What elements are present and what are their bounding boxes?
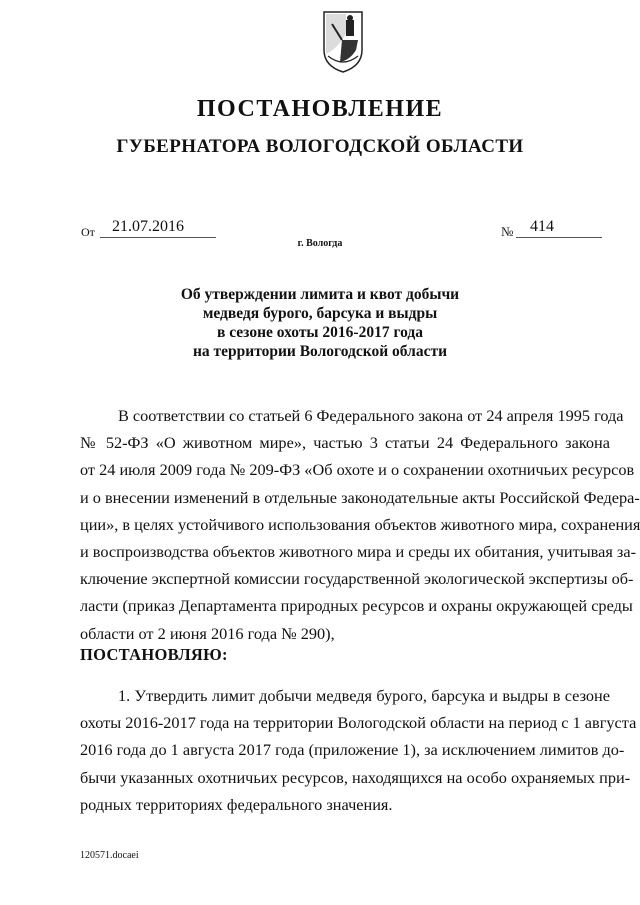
document-number: 414 xyxy=(516,218,602,238)
preamble-line: и о внесении изменений в отдельные законодательные акты Российской Федера- xyxy=(80,487,640,507)
preamble-line: № 52-ФЗ «О животном мире», частью 3 статьи 24 Федерального закона xyxy=(80,433,610,453)
document-subject xyxy=(160,285,480,361)
subject-line: Об утверждении лимита и квот добычи xyxy=(180,286,460,303)
preamble-line: и воспроизводства объектов животного мира и среды их обитания, учитывая за- xyxy=(80,542,636,562)
subject-line: на территории Вологодской области xyxy=(192,343,447,360)
preamble-line: от 24 июля 2009 года № 209-ФЗ «Об охоте и о сохранении охотничьих ресурсов xyxy=(80,460,635,480)
preamble-line: области от 2 июня 2016 года № 290), xyxy=(80,623,335,643)
document-file-code: 120571.docaei xyxy=(80,850,139,861)
preamble-line: ласти (приказ Департамента природных ресурсов и охраны окружающей среды xyxy=(80,596,633,616)
item-line: охоты 2016-2017 года на территории Вологодской области на период с 1 августа xyxy=(80,713,637,733)
item-1-paragraph xyxy=(80,682,637,818)
item-line: бычи указанных охотничьих ресурсов, находящихся на особо охраняемых при- xyxy=(80,767,631,787)
subject-line: в сезоне охоты 2016-2017 года xyxy=(216,324,423,341)
coat-of-arms-icon xyxy=(322,10,364,74)
document-title: ПОСТАНОВЛЕНИЕ xyxy=(196,96,444,122)
item-line: родных территориях федерального значения. xyxy=(80,794,393,814)
date-label: От xyxy=(81,225,95,239)
preamble-line: ции», в целях устойчивого использования объектов животного мира, сохранения xyxy=(80,514,640,534)
preamble-line: ключение экспертной комиссии государственной экологической экспертизы об- xyxy=(80,569,634,589)
preamble-line: В соответствии со статьей 6 Федерального закона от 24 апреля 1995 года xyxy=(118,406,624,425)
item-line: 1. Утвердить лимит добычи медведя бурого, барсука и выдры в сезоне xyxy=(118,686,610,705)
item-line: 2016 года до 1 августа 2017 года (приложение 1), за исключением лимитов до- xyxy=(80,740,625,760)
city: г. Вологда xyxy=(297,238,343,249)
subject-line: медведя бурого, барсука и выдры xyxy=(202,305,438,322)
number-label: № xyxy=(501,224,514,239)
document-date: 21.07.2016 xyxy=(100,218,216,238)
preamble-paragraph xyxy=(80,402,640,647)
document-issuer: ГУБЕРНАТОРА ВОЛОГОДСКОЙ ОБЛАСТИ xyxy=(116,136,524,157)
decree-word: ПОСТАНОВЛЯЮ: xyxy=(80,645,228,664)
